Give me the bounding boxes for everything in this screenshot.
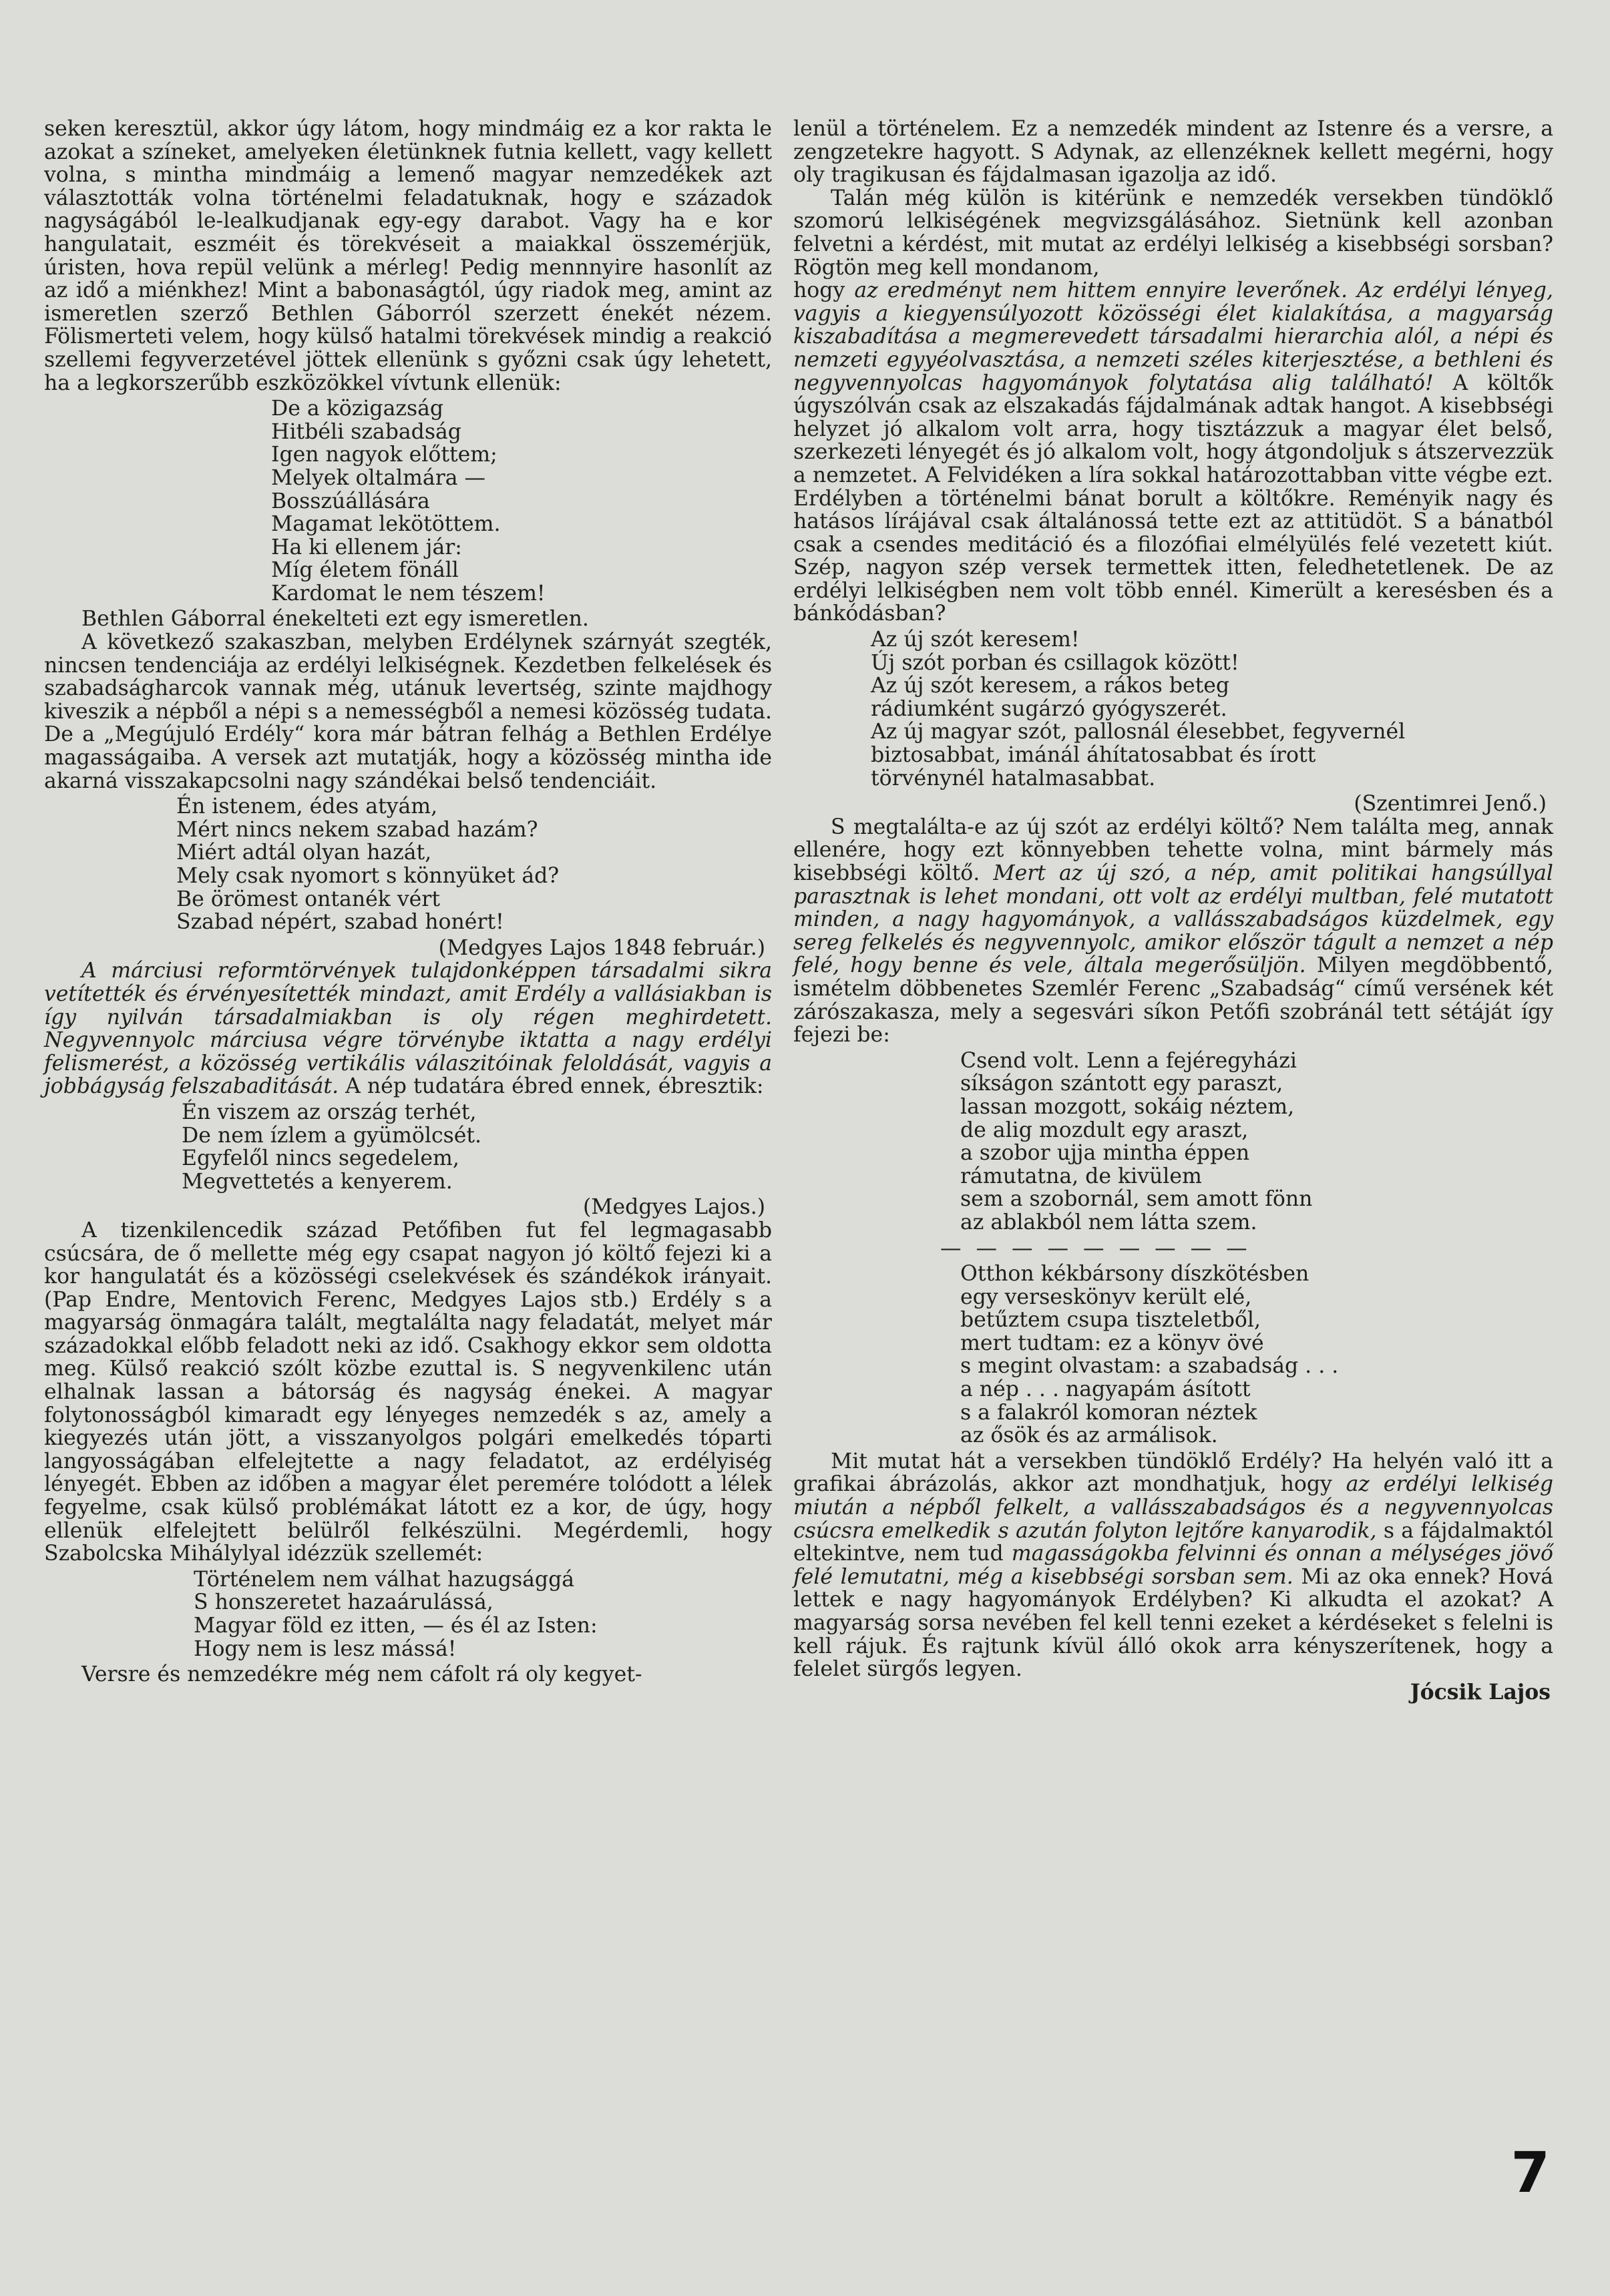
verse-line: Hitbéli szabadság: [271, 419, 461, 444]
verse-line: Megvettetés a kenyerem.: [182, 1169, 453, 1194]
verse-line: Hogy nem is lesz mássá!: [194, 1636, 457, 1661]
verse-quote: [793, 628, 1553, 790]
verse-line: Magamat lekötöttem.: [271, 512, 501, 537]
verse-line: Az új szót keresem, a rákos beteg: [871, 674, 1230, 698]
paragraph: Talán még külön is kitérünk e nemzedék versekben tündöklő szomorú lelkiségének megvizsgálásához. Sietnünk kell azonban felvetni a kérdést, mit mutat az erdélyi lelkiség a kisebbségi sorsban? Rögtön meg kell mondanom,: [793, 186, 1553, 280]
verse-line: rámutatna, de kivülem: [960, 1164, 1202, 1188]
verse-line: Történelem nem válhat hazugsággá: [194, 1567, 575, 1592]
verse-line: Miért adtál olyan hazát,: [176, 841, 432, 865]
verse-line: az ősök és az armálisok.: [960, 1423, 1218, 1448]
verse-line: törvénynél hatalmasabbat.: [871, 766, 1156, 790]
verse-line: Be örömest ontanék vért: [176, 887, 441, 911]
verse-line: Szabad népért, szabad honért!: [176, 910, 504, 935]
verse-line: Ha ki ellenem jár:: [271, 535, 462, 559]
verse-line: Igen nagyok előttem;: [271, 443, 497, 467]
verse-line: az ablakból nem látta szem.: [960, 1210, 1257, 1234]
verse-line: Az új szót keresem!: [871, 628, 1080, 652]
paragraph: A következő szakaszban, melyben Erdélynek szárnyát szegték, nincsen tendenciája az erdélyi lelkiségnek. Kezdetben felkelések és szabadságharcok vannak még, utánuk levertség, szinte majdhogy kiveszik a népből a népi s a nemességből a nemesi közösség tudata. De a „Megújuló Erdély“ kora már bátran felhág a Bethlen Erdélye magasságaiba. A versek azt mutatják, hogy a közösség mintha ide akarná visszakapcsolni nagy szándékai belső tendenciáit.: [44, 630, 772, 793]
verse-line: Az új magyar szót, pallosnál élesebbet, fegyvernél: [871, 720, 1406, 744]
verse-line: a nép . . . nagyapám ásított: [960, 1377, 1251, 1402]
author-signature: Jócsik Lajos: [1410, 1679, 1551, 1704]
verse-line: sem a szobornál, sem amott fönn: [960, 1187, 1313, 1212]
verse-line: Új szót porban és csillagok között!: [871, 650, 1239, 675]
verse-line: Csend volt. Lenn a fejéregyházi: [960, 1048, 1297, 1073]
verse-line: a szobor ujja mintha éppen: [960, 1141, 1250, 1166]
verse-line: Egyfelől nincs segedelem,: [182, 1146, 459, 1171]
verse-line: s megint olvastam: a szabadság . . .: [960, 1354, 1339, 1379]
paragraph: seken keresztül, akkor úgy látom, hogy mindmáig ez a kor rakta le azokat a színeket, amelyeken életünknek futnia kellett, vagy kellett volna, s mintha mindmáig a lemenő magyar nemzedékek azt választották volna történelmi feladatuknak, hogy e századok nagyságából le-lealkudjanak egy-egy darabot. Vagy ha e kor hangulatait, eszméit és törekvéseit a maiakkal összemérjük, úristen, hova repül velünk a mérleg! Pedig mennnyire hasonlít az az idő a miénkhez! Mint a babonaságtól, úgy riadok meg, amint az ismeretlen szerző Bethlen Gáborról szerzett énekét nézem. Fölismerteti velem, hogy külső hatalmi törekvések mindig a reakció szellemi fegyverzetével jöttek ellenünk s győzni csak úgy lehetett, ha a legkorszerűbb eszközökkel vívtunk ellenük:: [44, 117, 772, 395]
verse-line: De nem ízlem a gyümölcsét.: [182, 1123, 482, 1148]
verse-line: Bosszúállására: [271, 489, 430, 513]
quote-attribution: (Szentimrei Jenő.): [1354, 792, 1547, 817]
paragraph: A tizenkilencedik század Petőfiben fut fel legmagasabb csúcsára, de ő mellette még egy csapat nagyon jó költő fejezi ki a kor hangulatát és a közösségi cselekvések és szándékok irányait. (Pap Endre, Mentovich Ferenc, Medgyes Lajos stb.) Erdély s a magyarság önmagára talált, megtalálta nagy feladatát, melyet már századokkal előbb feladott neki az idő. Csakhogy ekkor sem oldotta meg. Külső reakció szólt közbe ezuttal is. S negyvenkilenc után elhalnak lassan a bátorság és nagyság énekei. A magyar folytonosságból kimaradt egy lényeges nemzedék s az, amely a kiegyezés után jött, a visszanyolgos polgári emelkedés tóparti langyosságában elfelejtette a nagy feladatot, az erdélyiség lényegét. Ebben az időben a magyar élet peremére tolódott a lélek fegyelme, csak külső problémákat látott ez a kor, de úgy, hogy ellenük elfelejtett belülről felkészülni. Megérdemli, hogy Szabolcska Mihálylyal idézzük szellemét:: [44, 1218, 772, 1566]
paragraph-with-emphasis: Mit mutat hát a versekben tündöklő Erdély? Ha helyén való itt a grafikai ábrázolás, akkor azt mondhatjuk, hogy az erdélyi lelkiség miután a népből felkelt, a vallásszabadságos és a negyvennyolcas csúcsra emelkedik s azután folyton lejtőre kanyarodik, s a fájdalmaktól eltekintve, nem tud magasságokba felvinni és onnan a mélységes jövő felé lemutatni, még a kisebbségi sorsban sem. Mi az oka ennek? Hová lettek e nagy hagyományok Erdélyben? Ki alkudta el azokat? A magyarság sorsa nevében fel kell tenni ezeket a kérdéseket s felelni is kell rájuk. És rajtunk kívül álló okok arra kényszerítenek, hogy a felelet sürgős legyen.: [793, 1449, 1553, 1682]
verse-line: Magyar föld ez itten, — és él az Isten:: [194, 1614, 598, 1638]
paragraph-with-emphasis: S megtalálta-e az új szót az erdélyi költő? Nem találta meg, annak ellenére, hogy ezt könnyebben tehette volna, mint bármely más kisebbségi költő. Mert az új szó, a nép, amit politikai hangsúllyal parasztnak is lehet mondani, ott volt az erdélyi multban, felé mutatott minden, a nagy hagyományok, a vallásszabadságos küzdelmek, egy sereg felkelés és negyvennyolc, amikor először tágult a nemzet a nép felé, hogy benne és vele, általa megerősüljön. Milyen megdöbbentő, ismételm döbbenetes Szemlér Ferenc „Szabadság“ című versének két zárószakasza, mely a segesvári síkon Petőfi szobránál tett sétáját így fejezi be:: [793, 815, 1553, 1048]
quote-attribution: (Medgyes Lajos.): [582, 1195, 765, 1220]
verse-quote: [44, 1568, 772, 1660]
verse-line: Mely csak nyomort s könnyüket ád?: [176, 864, 560, 888]
paragraph: Versre és nemzedékre még nem cáfolt rá oly kegyet-: [81, 1662, 642, 1687]
paragraph-with-emphasis: hogy az eredményt nem hittem ennyire leverőnek. Az erdélyi lényeg, vagyis a kiegyensúlyozott közösségi élet kialakítása, a magyarság kiszabadítása a megmerevedett társadalmi hierarchia alól, a népi és nemzeti egyyéolvasztása, a nemzeti széles kiterjesztése, a bethleni és negyvennyolcas hagyományok folytatása alig található! A költők úgyszólván csak az elszakadás fájdalmának adtak hangot. A kisebbségi helyzet jó alkalom volt arra, hogy tisztázzuk a magyar élet belső, szerkezeti lényegét és jó alkalom volt, hogy átgondoljuk s átszervezzük a nemzetet. A Felvidéken a líra sokkal határozottabban vitte végbe ezt. Erdélyben a történelmi bánat borult a költőkre. Reményik nagy és hatásos lírájával csak általánossá tette ezt az attitüdöt. S a bánatból csak a csendes meditáció és a filozófiai elmélyülés felé vezetett kiút. Szép, nagyon szép versek termettek itten, feledhetetlenek. De az erdélyi lelkiségben nem volt több ennél. Kimerült a keresésben és a bánkódásban?: [793, 278, 1553, 626]
quote-attribution: (Medgyes Lajos 1848 február.): [438, 935, 765, 960]
verse-quote: [44, 397, 772, 605]
verse-quote: [793, 1262, 1553, 1447]
verse-line: Kardomat le nem tészem!: [271, 581, 546, 606]
verse-line: De a közigazság: [271, 397, 444, 421]
verse-line: Mért nincs nekem szabad hazám?: [176, 817, 538, 842]
paragraph: Bethlen Gáborral énekelteti ezt egy ismeretlen.: [81, 607, 589, 632]
verse-line: mert tudtam: ez a könyv övé: [960, 1331, 1264, 1355]
verse-line: síkságon szántott egy paraszt,: [960, 1072, 1283, 1096]
verse-quote: [793, 1050, 1553, 1234]
right-column: [793, 118, 1553, 1704]
verse-line: lassan mozgott, sokáig néztem,: [960, 1094, 1295, 1119]
verse-line: de alig mozdult egy araszt,: [960, 1118, 1249, 1142]
verse-line: betűztem csupa tiszteletből,: [960, 1308, 1261, 1333]
paragraph: lenül a történelem. Ez a nemzedék mindent az Istenre és a versre, a zengzetekre hagyott. S Adynak, az ellenzéknek kellett megérni, hogy oly tragikusan és fájdalmasan igazolja az idő.: [793, 117, 1553, 188]
verse-line: S honszeretet hazaárulássá,: [194, 1590, 493, 1615]
verse-line: s a falakról komoran néztek: [960, 1400, 1257, 1425]
verse-line: rádiumként sugárzó gyógyszerét.: [871, 696, 1227, 721]
verse-line: Én istenem, édes atyám,: [176, 794, 438, 819]
verse-line: Míg életem fönáll: [271, 558, 459, 583]
paragraph-with-emphasis: A márciusi reformtörvények tulajdonképpen társadalmi sikra vetítették és érvényesítették mindazt, amit Erdély a vallásiakban is így nyilván társadalmiakban is oly régen meghirdetett. Negyvennyolc márciusa végre törvénybe iktatta a nagy erdélyi felismerést, a közösség vertikális válaszitóinak feloldását, vagyis a jobbágyság felszabaditását. A nép tudatára ébred ennek, ébresztik:: [44, 959, 772, 1099]
verse-quote: [44, 795, 772, 934]
dash-separator: — — — — — — — — —: [940, 1236, 1251, 1260]
verse-quote: [44, 1101, 772, 1193]
verse-line: egy verseskönyv került elé,: [960, 1285, 1252, 1309]
verse-line: Otthon kékbársony díszkötésben: [960, 1262, 1310, 1287]
left-column: [44, 118, 772, 1686]
verse-line: Melyek oltalmára —: [271, 465, 486, 490]
verse-line: Én viszem az ország terhét,: [182, 1100, 477, 1124]
page-number: 7: [1511, 2140, 1550, 2205]
verse-line: biztosabbat, imánál áhítatosabbat és írott: [871, 743, 1316, 768]
